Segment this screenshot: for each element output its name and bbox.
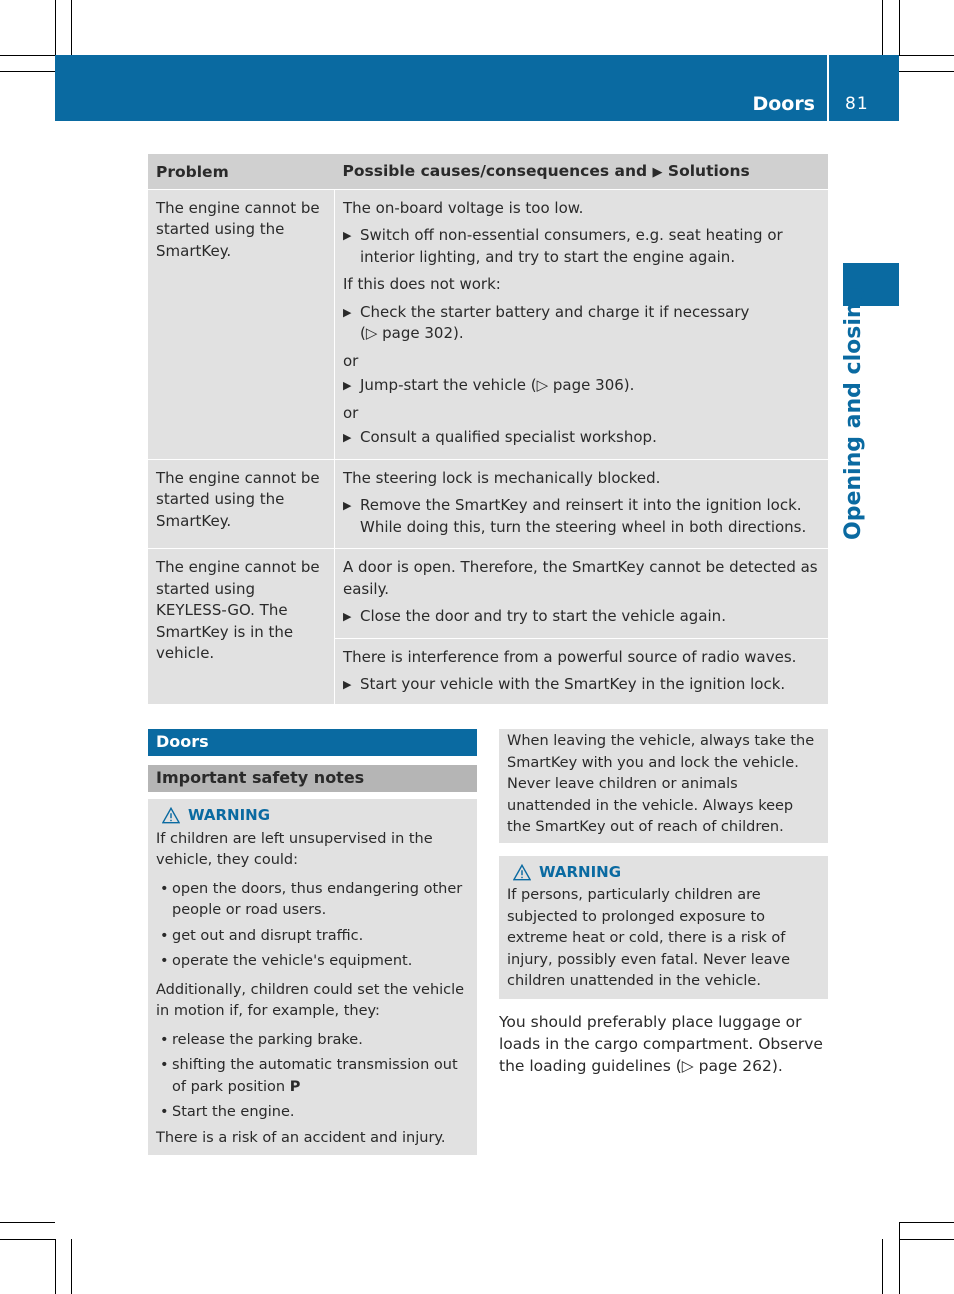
cause-text: A door is open. Therefore, the SmartKey cannot be detected as easily. [343,558,818,598]
solution-step [343,606,820,628]
left-column [148,729,477,1155]
header-band [55,55,827,121]
list-item [156,1030,469,1052]
warning-conclusion: There is a risk of an accident and injury. [156,1129,446,1146]
table-row [148,549,828,639]
list-item [156,1102,469,1124]
cause-text: The on-board voltage is too low. [343,198,584,217]
column-header-causes [335,154,829,189]
crop-mark [71,0,72,55]
right-column [499,729,828,1077]
crop-mark [882,1239,883,1294]
solution-step [343,225,820,268]
list-item-text: shifting the automatic transmission out of park position [172,1057,458,1095]
warning-text: If persons, particularly children are subjected to prolonged exposure to extreme heat or cold, there is a risk of injury, possibly even fatal. Never leave children unattended in the vehicle. [507,887,791,989]
step-arrow-icon: ▶ [343,229,352,242]
problem-cell: The engine cannot be started using KEYLESS-GO. The SmartKey is in the vehicle. [148,549,335,704]
table-row [148,189,828,459]
warning-box [499,856,828,999]
step-text: Switch off non-essential consumers, e.g. seat heating or interior lighting, and try to start the engine again. [360,226,783,266]
crop-mark [0,1239,55,1240]
cause-text: There is interference from a powerful source of radio waves. [343,647,797,666]
solution-cell [335,459,829,549]
arrow-right-icon: ▶ [652,165,663,180]
warning-label: WARNING [539,862,622,881]
subsection-title: Important safety notes [148,765,477,792]
list-item [156,879,469,922]
bullet-icon: • [160,1031,169,1048]
list-item-text: open the doors, thus endangering other people or road users. [172,880,463,918]
step-text: Remove the SmartKey and reinsert it into the ignition lock. While doing this, turn the steering wheel in both directions. [360,496,807,536]
section-title: Doors [148,729,477,756]
warning-triangle-icon [513,864,531,881]
warning-box [148,799,477,1155]
bullet-icon: • [160,880,169,897]
crop-mark [899,71,954,72]
chapter-side-label: Opening and closing [841,286,866,540]
step-text: Start your vehicle with the SmartKey in the ignition lock. [360,675,786,693]
page-reference: (▷ page 302). [360,324,464,342]
solution-cell [335,189,829,459]
warning-triangle-icon [162,807,180,824]
column-header-causes-text: Possible causes/consequences and [342,162,648,180]
bullet-icon: • [160,1057,169,1073]
step-text: Jump-start the vehicle (▷ page 306). [360,376,635,394]
step-text: Check the starter battery and charge it if necessary [360,302,750,321]
list-item [156,926,469,948]
crop-mark [55,0,56,55]
step-arrow-icon: ▶ [343,379,352,392]
gear-position: P [289,1078,301,1095]
crop-mark [71,1239,72,1294]
bullet-icon: • [160,927,169,944]
crop-mark [899,1222,900,1294]
troubleshooting-table [148,154,828,704]
note-text: When leaving the vehicle, always take the SmartKey with you and lock the vehicle. Never leave children or animals unattended in the vehicle. Always keep the SmartKey out of reach of children. [507,733,815,835]
solution-cell [335,549,829,639]
solution-step [343,495,820,538]
step-arrow-icon: ▶ [343,678,352,691]
crop-mark [0,1222,55,1223]
step-arrow-icon: ▶ [343,499,352,512]
condition-text: If this does not work: [343,275,501,293]
note-box [499,729,828,843]
step-text: Close the door and try to start the vehicle again. [360,607,726,625]
step-arrow-icon: ▶ [343,610,352,623]
bullet-icon: • [160,953,169,969]
step-arrow-icon: ▶ [343,431,352,444]
solution-step [343,427,820,449]
solution-step [343,375,820,397]
or-text: or [343,351,359,370]
step-arrow-icon: ▶ [343,305,352,319]
problem-cell: The engine cannot be started using the SmartKey. [148,189,335,459]
solution-step [343,674,820,696]
warning-label: WARNING [188,806,271,824]
step-text: Consult a qualified specialist workshop. [360,428,657,446]
cause-text: The steering lock is mechanically blocked. [343,468,661,487]
crop-mark [882,0,883,55]
page-number-box [829,55,899,121]
table-header-row [148,154,828,189]
crop-mark [0,71,55,72]
table-row [148,459,828,549]
bullet-icon: • [160,1104,169,1120]
body-paragraph: You should preferably place luggage or loads in the cargo compartment. Observe the loading guidelines (▷ page 262). [499,1012,823,1075]
list-item-text: release the parking brake. [172,1031,363,1048]
column-header-problem: Problem [148,154,335,189]
warning-heading [507,862,820,884]
header-section-title: Doors [752,93,815,115]
warning-paragraph: Additionally, children could set the vehicle in motion if, for example, they: [156,981,465,1019]
crop-mark [0,55,55,56]
crop-mark [55,1239,56,1294]
list-item-text: get out and disrupt traffic. [172,927,364,944]
page-number: 81 [845,94,869,114]
or-text: or [343,403,359,422]
crop-mark [899,1222,954,1223]
crop-mark [899,55,954,56]
warning-heading [156,805,469,827]
list-item [156,951,469,973]
solution-cell [335,638,829,704]
list-item-text: operate the vehicle's equipment. [172,953,413,969]
list-item-text: Start the engine. [172,1104,295,1120]
crop-mark [899,1239,954,1240]
column-header-solutions-text: Solutions [667,162,750,180]
solution-step [343,302,820,345]
crop-mark [899,0,900,55]
list-item [156,1055,469,1098]
warning-intro: If children are left unsupervised in the vehicle, they could: [156,830,433,868]
problem-cell: The engine cannot be started using the SmartKey. [148,459,335,549]
